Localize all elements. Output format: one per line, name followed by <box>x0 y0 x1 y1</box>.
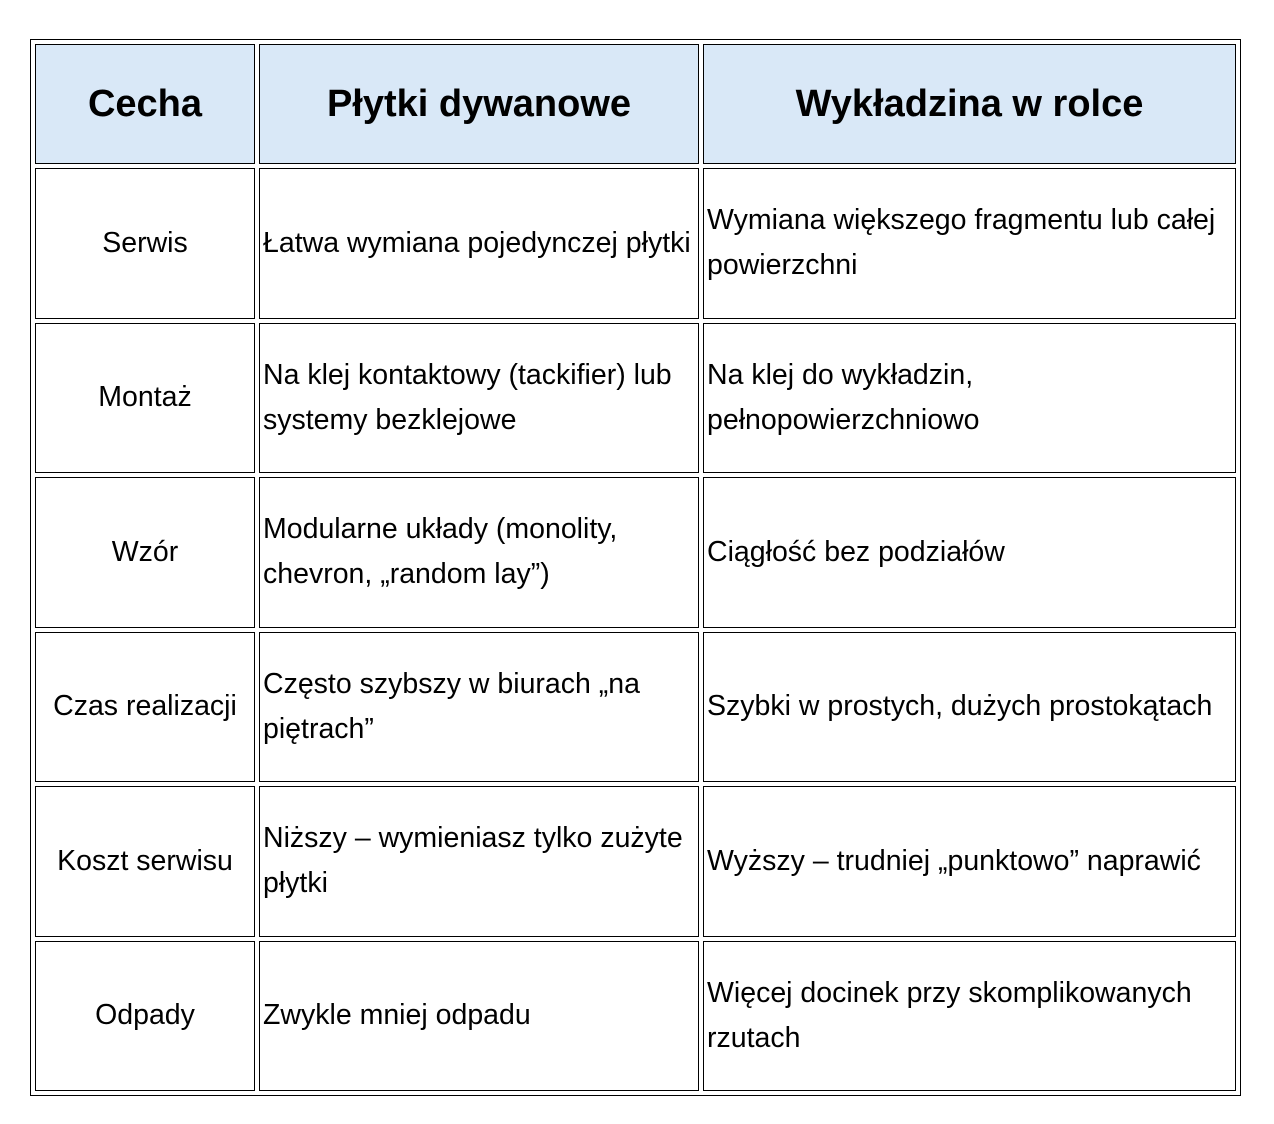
roll-carpet-cell: Wymiana większego fragmentu lub całej powierzchni <box>703 168 1236 319</box>
comparison-table <box>31 40 1240 1095</box>
header-feature: Cecha <box>35 44 255 164</box>
table-row <box>35 168 1236 319</box>
feature-cell: Odpady <box>35 941 255 1092</box>
carpet-tiles-cell: Często szybszy w biurach „na piętrach” <box>259 632 699 783</box>
table-row <box>35 477 1236 628</box>
carpet-tiles-cell: Niższy – wymieniasz tylko zużyte płytki <box>259 786 699 937</box>
carpet-tiles-cell: Modularne układy (monolity, chevron, „random lay”) <box>259 477 699 628</box>
roll-carpet-cell: Na klej do wykładzin, pełnopowierzchniowo <box>703 323 1236 474</box>
comparison-table-frame <box>30 39 1241 1096</box>
feature-cell: Serwis <box>35 168 255 319</box>
roll-carpet-cell: Szybki w prostych, dużych prostokątach <box>703 632 1236 783</box>
table-row <box>35 786 1236 937</box>
roll-carpet-cell: Więcej docinek przy skomplikowanych rzutach <box>703 941 1236 1092</box>
header-carpet-tiles: Płytki dywanowe <box>259 44 699 164</box>
carpet-tiles-cell: Zwykle mniej odpadu <box>259 941 699 1092</box>
table-row <box>35 323 1236 474</box>
table-row <box>35 632 1236 783</box>
feature-cell: Koszt serwisu <box>35 786 255 937</box>
roll-carpet-cell: Ciągłość bez podziałów <box>703 477 1236 628</box>
feature-cell: Montaż <box>35 323 255 474</box>
carpet-tiles-cell: Na klej kontaktowy (tackifier) lub systemy bezklejowe <box>259 323 699 474</box>
roll-carpet-cell: Wyższy – trudniej „punktowo” naprawić <box>703 786 1236 937</box>
feature-cell: Czas realizacji <box>35 632 255 783</box>
header-row <box>35 44 1236 164</box>
header-roll-carpet: Wykładzina w rolce <box>703 44 1236 164</box>
table-row <box>35 941 1236 1092</box>
carpet-tiles-cell: Łatwa wymiana pojedynczej płytki <box>259 168 699 319</box>
feature-cell: Wzór <box>35 477 255 628</box>
